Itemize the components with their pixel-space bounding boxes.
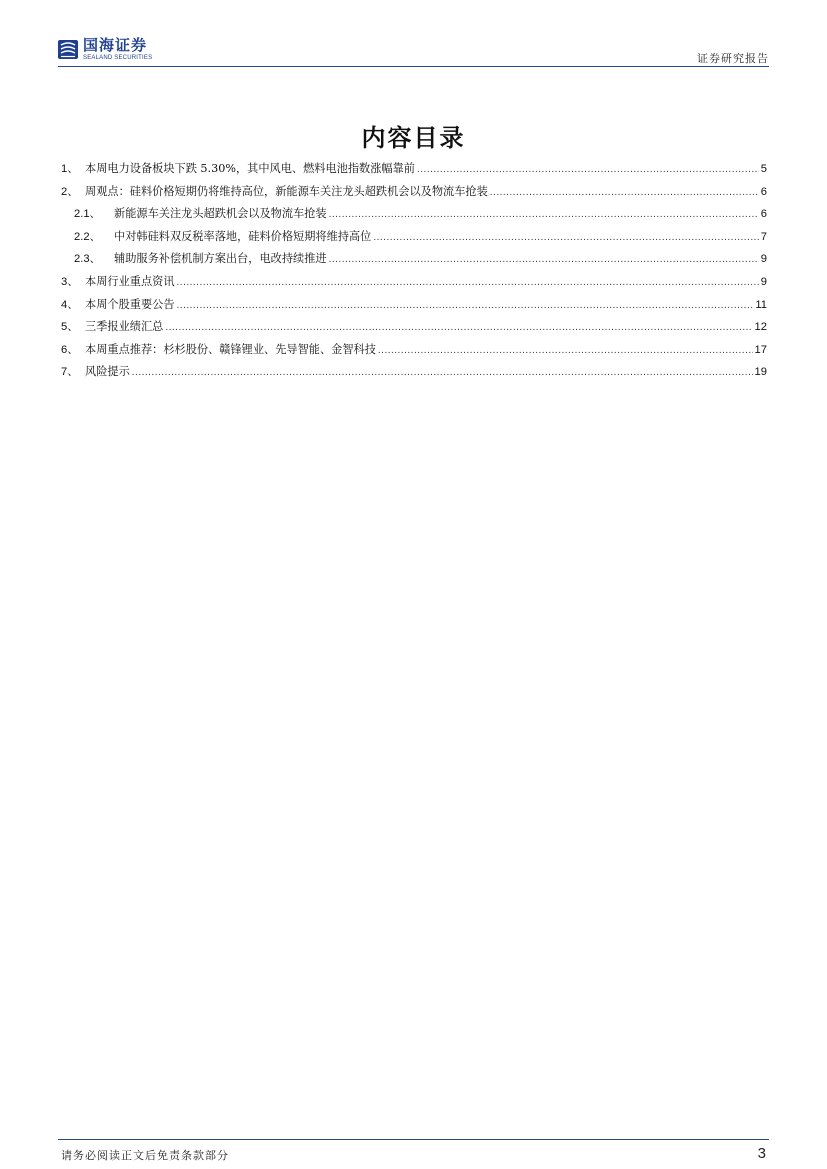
toc-entry-page: 19 <box>754 366 767 379</box>
toc-entry[interactable] <box>61 160 767 183</box>
toc-dot-leader <box>373 232 758 243</box>
toc-entry[interactable] <box>61 341 767 364</box>
toc-dot-leader <box>417 164 759 175</box>
toc-entry-number: 7、 <box>61 366 79 379</box>
toc-entry[interactable] <box>61 296 767 319</box>
page-header <box>58 34 769 66</box>
company-logo <box>58 34 152 64</box>
logo-chinese-name: 国海证券 <box>83 35 148 54</box>
toc-entry[interactable] <box>61 273 767 296</box>
toc-dot-leader <box>378 345 753 356</box>
header-divider <box>58 66 769 67</box>
toc-entry-number: 2.2、 <box>74 230 101 243</box>
toc-dot-leader <box>329 209 759 220</box>
toc-entry-title: 本周行业重点资讯 <box>85 274 175 288</box>
toc-entry-number: 1、 <box>61 163 79 175</box>
toc-entry-number: 2、 <box>61 185 79 198</box>
toc-entry-title: 中对韩硅料双反税率落地，硅料价格短期将维持高位 <box>114 229 372 243</box>
toc-entry[interactable] <box>61 318 767 341</box>
toc-entry[interactable] <box>61 183 767 206</box>
toc-subentry[interactable] <box>61 228 767 251</box>
toc-entry-number: 6、 <box>61 343 79 356</box>
table-of-contents <box>61 160 767 386</box>
toc-entry-page: 17 <box>754 343 767 356</box>
toc-entry-title: 本周个股重要公告 <box>85 297 175 311</box>
toc-entry-page: 6 <box>760 208 767 221</box>
toc-entry-page: 5 <box>760 163 767 175</box>
toc-entry-title: 风险提示 <box>85 365 130 379</box>
logo-mark-icon <box>58 38 78 60</box>
toc-entry-page: 9 <box>760 275 767 288</box>
toc-entry-number: 4、 <box>61 298 79 311</box>
toc-subentry[interactable] <box>61 250 767 273</box>
toc-entry-number: 2.1、 <box>74 208 101 221</box>
page-number: 3 <box>757 1145 766 1162</box>
toc-entry-page: 9 <box>760 253 767 266</box>
toc-entry[interactable] <box>61 363 767 386</box>
toc-entry-title: 本周电力设备板块下跌 5.30%，其中风电、燃料电池指数涨幅靠前 <box>85 162 415 175</box>
toc-dot-leader <box>177 277 759 288</box>
toc-entry-title: 三季报业绩汇总 <box>85 320 164 334</box>
toc-entry-number: 2.3、 <box>74 253 101 266</box>
toc-entry-page: 6 <box>760 185 767 198</box>
toc-entry-title: 辅助服务补偿机制方案出台，电改持续推进 <box>114 252 327 266</box>
toc-entry-page: 7 <box>760 230 767 243</box>
toc-entry-number: 5、 <box>61 321 79 334</box>
report-type-label: 证券研究报告 <box>697 52 769 65</box>
toc-title: 内容目录 <box>361 124 466 152</box>
toc-entry-title: 新能源车关注龙头超跌机会以及物流车抢装 <box>114 207 327 221</box>
toc-entry-page: 11 <box>755 298 767 311</box>
toc-entry-number: 3、 <box>61 275 79 288</box>
toc-entry-title: 本周重点推荐：杉杉股份、赣锋锂业、先导智能、金智科技 <box>85 342 376 356</box>
logo-english-name: SEALAND SECURITIES <box>83 54 153 61</box>
toc-dot-leader <box>177 300 754 311</box>
footer-divider <box>58 1139 769 1140</box>
toc-dot-leader <box>329 254 759 265</box>
disclaimer-note: 请务必阅读正文后免责条款部分 <box>61 1149 229 1162</box>
toc-entry-title: 周观点：硅料价格短期仍将维持高位，新能源车关注龙头超跌机会以及物流车抢装 <box>85 184 488 198</box>
toc-dot-leader <box>165 322 752 333</box>
toc-dot-leader <box>490 187 759 198</box>
toc-subentry[interactable] <box>61 205 767 228</box>
toc-dot-leader <box>132 367 753 378</box>
toc-entry-page: 12 <box>754 321 767 334</box>
